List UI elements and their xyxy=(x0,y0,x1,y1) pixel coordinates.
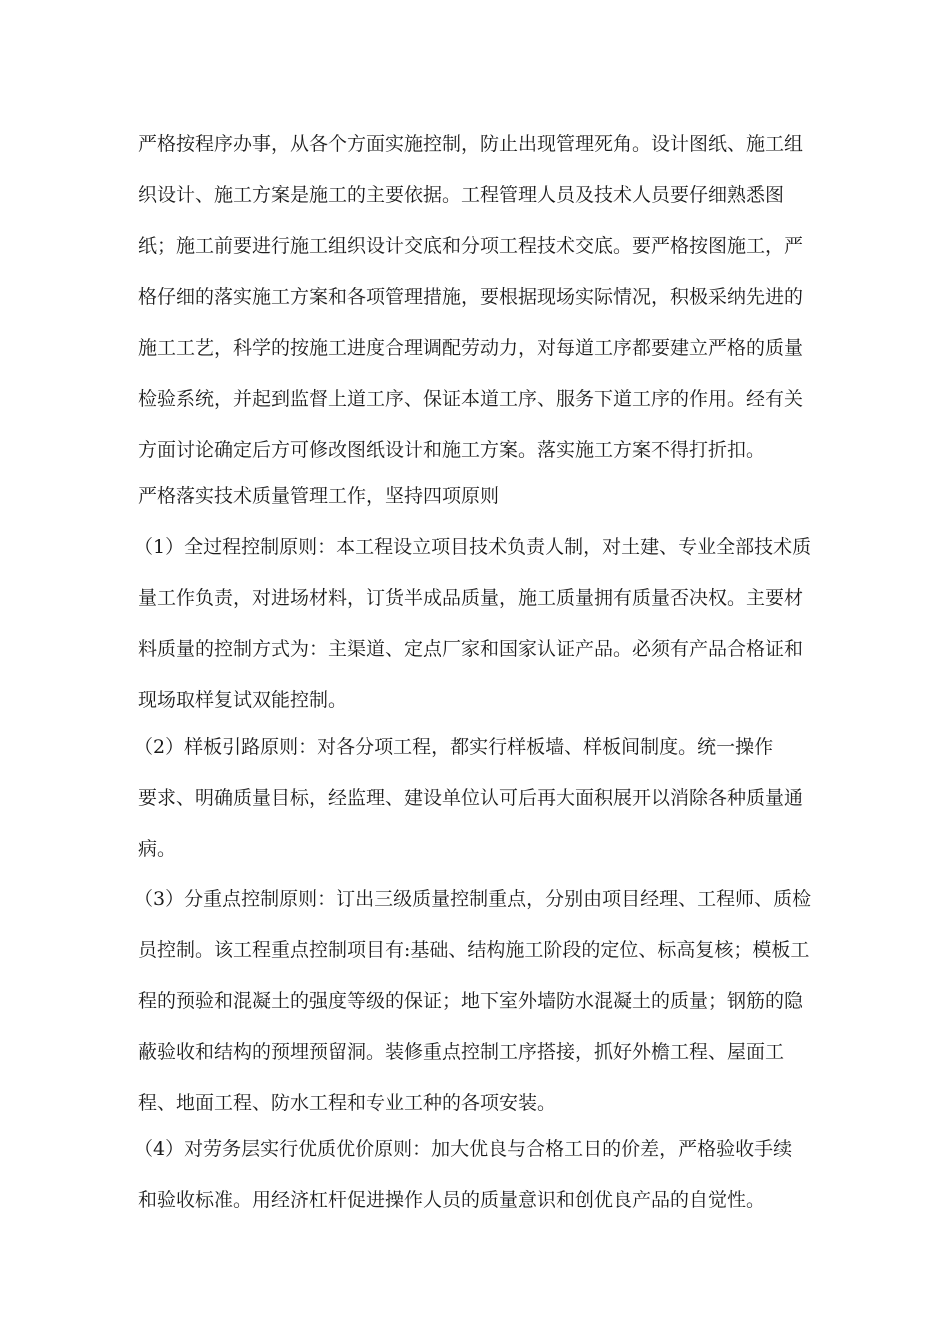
text-line: 施工工艺，科学的按施工进度合理调配劳动力，对每道工序都要建立严格的质量 xyxy=(138,337,804,359)
text-line: 量工作负责，对进场材料，订货半成品质量，施工质量拥有质量否决权。主要材 xyxy=(138,587,804,609)
text-line: 员控制。该工程重点控制项目有:基础、结构施工阶段的定位、标高复核；模板工 xyxy=(138,939,810,961)
text-line: 和验收标准。用经济杠杆促进操作人员的质量意识和创优良产品的自觉性。 xyxy=(138,1189,766,1211)
text-line: 蔽验收和结构的预埋预留洞。装修重点控制工序搭接，抓好外檐工程、屋面工 xyxy=(138,1041,785,1063)
text-line: 程的预验和混凝土的强度等级的保证；地下室外墙防水混凝土的质量；钢筋的隐 xyxy=(138,990,804,1012)
text-line: （3）分重点控制原则：订出三级质量控制重点，分别由项目经理、工程师、质检 xyxy=(134,888,812,910)
text-line: 检验系统，并起到监督上道工序、保证本道工序、服务下道工序的作用。经有关 xyxy=(138,388,804,410)
section-heading: 严格落实技术质量管理工作，坚持四项原则 xyxy=(138,485,500,507)
text-line: 病。 xyxy=(138,838,177,860)
text-line: 织设计、施工方案是施工的主要依据。工程管理人员及技术人员要仔细熟悉图 xyxy=(138,184,785,206)
text-line: 要求、明确质量目标，经监理、建设单位认可后再大面积展开以消除各种质量通 xyxy=(138,787,804,809)
text-line: 格仔细的落实施工方案和各项管理措施，要根据现场实际情况，积极采纳先进的 xyxy=(138,286,804,308)
text-line: （4）对劳务层实行优质优价原则：加大优良与合格工日的价差，严格验收手续 xyxy=(134,1138,793,1160)
text-line: （2）样板引路原则：对各分项工程，都实行样板墙、样板间制度。统一操作 xyxy=(134,736,774,758)
text-line: 料质量的控制方式为：主渠道、定点厂家和国家认证产品。必须有产品合格证和 xyxy=(138,638,804,660)
text-line: 程、地面工程、防水工程和专业工种的各项安装。 xyxy=(138,1092,557,1114)
text-line: （1）全过程控制原则：本工程设立项目技术负责人制，对土建、专业全部技术质 xyxy=(134,536,812,558)
text-line: 方面讨论确定后方可修改图纸设计和施工方案。落实施工方案不得打折扣。 xyxy=(138,439,766,461)
text-line: 纸；施工前要进行施工组织设计交底和分项工程技术交底。要严格按图施工，严 xyxy=(138,235,804,257)
text-line: 严格按程序办事，从各个方面实施控制，防止出现管理死角。设计图纸、施工组 xyxy=(138,133,804,155)
text-line: 现场取样复试双能控制。 xyxy=(138,689,348,711)
